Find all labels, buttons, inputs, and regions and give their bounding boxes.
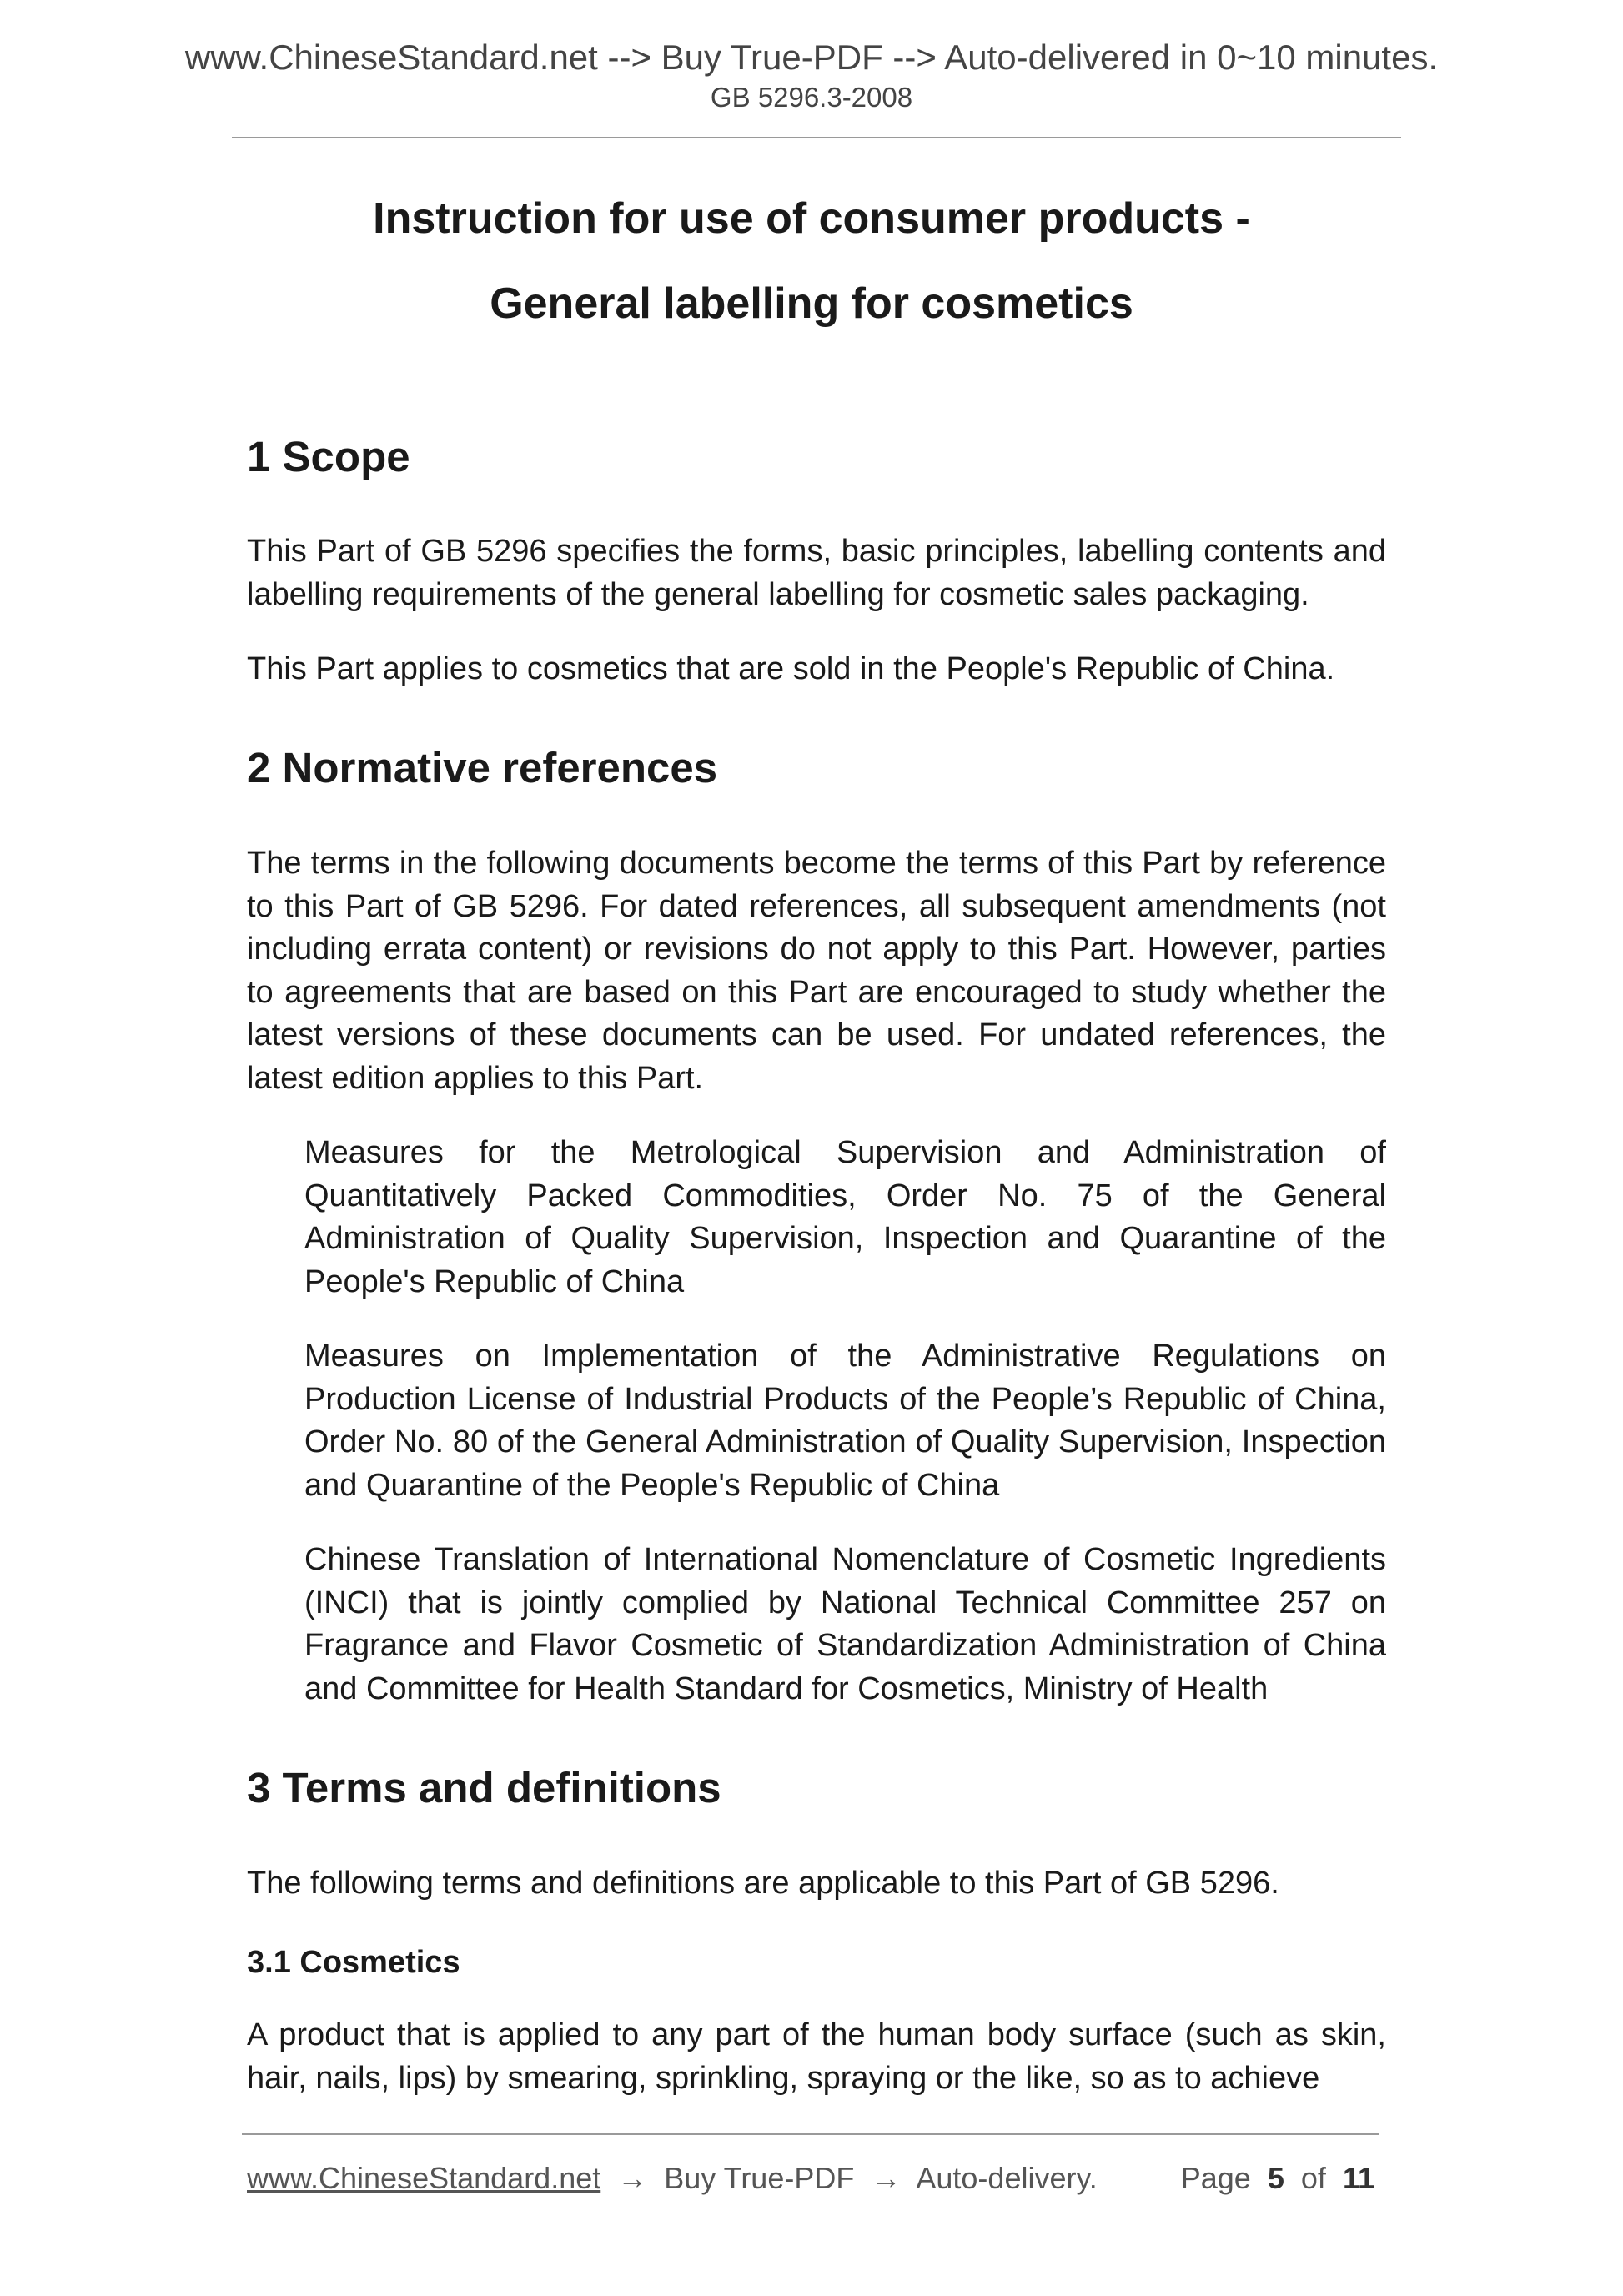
page-number: 5 [1267, 2161, 1284, 2195]
footer-site-link[interactable]: www.ChineseStandard.net [247, 2161, 601, 2195]
section-heading-scope: 1 Scope [247, 433, 410, 480]
arrow-right-icon: → [871, 2161, 902, 2195]
document-title-line1: Instruction for use of consumer products - [373, 194, 1250, 243]
reference-item: Measures on Implementation of the Administrative Regulations on Production License of Industrial Products of the People’s Republic of China, Order No. 80 of the General Administration of Quality Supervision, Inspection and Quarantine of the People's Republic of China [304, 1339, 1386, 1503]
scope-paragraph-2: This Part applies to cosmetics that are sold in the People's Republic of China. [247, 651, 1335, 686]
header-rule [232, 137, 1401, 138]
terms-paragraph: The following terms and definitions are applicable to this Part of GB 5296. [247, 1866, 1279, 1901]
normative-references-paragraph: The terms in the following documents become the terms of this Part by reference to this Part of GB 5296. For dated references, all subsequent amendments (not including errata content) or revisions do not apply to this Part. However, parties to agreements that are based on this Part are encouraged to study whether the latest versions of these documents can be used. For undated references, the latest edition applies to this Part. [247, 846, 1386, 1096]
arrow-right-icon: → [617, 2161, 648, 2195]
page-total: 11 [1342, 2161, 1374, 2195]
subsection-heading-cosmetics: 3.1 Cosmetics [247, 1945, 460, 1980]
footer-buy-text: Buy True-PDF [664, 2161, 855, 2195]
cosmetics-definition-paragraph: A product that is applied to any part of the human body surface (such as skin, hair, nails, lips) by smearing, sprinkling, spraying or the like, so as to achieve [247, 2017, 1386, 2096]
reference-item: Chinese Translation of International Nomenclature of Cosmetic Ingredients (INCI) that is jointly complied by National Technical Committee 257 on Fragrance and Flavor Cosmetic of Standardization Administration of China and Committee for Health Standard for Cosmetics, Ministry of Health [304, 1542, 1386, 1706]
section-heading-terms-definitions: 3 Terms and definitions [247, 1764, 721, 1811]
page-of-label: of [1300, 2161, 1326, 2195]
page-label: Page [1180, 2161, 1251, 2195]
footer-rule [242, 2133, 1379, 2135]
standard-code: GB 5296.3-2008 [710, 82, 913, 113]
document-title-line2: General labelling for cosmetics [490, 279, 1133, 328]
scope-paragraph-1: This Part of GB 5296 specifies the forms, basic principles, labelling contents and labelling requirements of the general labelling for cosmetic sales packaging. [247, 534, 1386, 612]
footer-left [247, 2160, 1098, 2197]
reference-item: Measures for the Metrological Supervision and Administration of Quantitatively Packed Commodities, Order No. 75 of the General Administration of Quality Supervision, Inspection and Quarantine of the People's Republic of China [304, 1135, 1386, 1299]
footer [247, 2160, 1374, 2197]
top-banner: www.ChineseStandard.net --> Buy True-PDF --> Auto-delivered in 0~10 minutes. [184, 38, 1439, 77]
section-heading-normative-references: 2 Normative references [247, 744, 718, 791]
footer-delivery-text: Auto-delivery. [916, 2161, 1098, 2195]
page-indicator [1181, 2160, 1374, 2197]
